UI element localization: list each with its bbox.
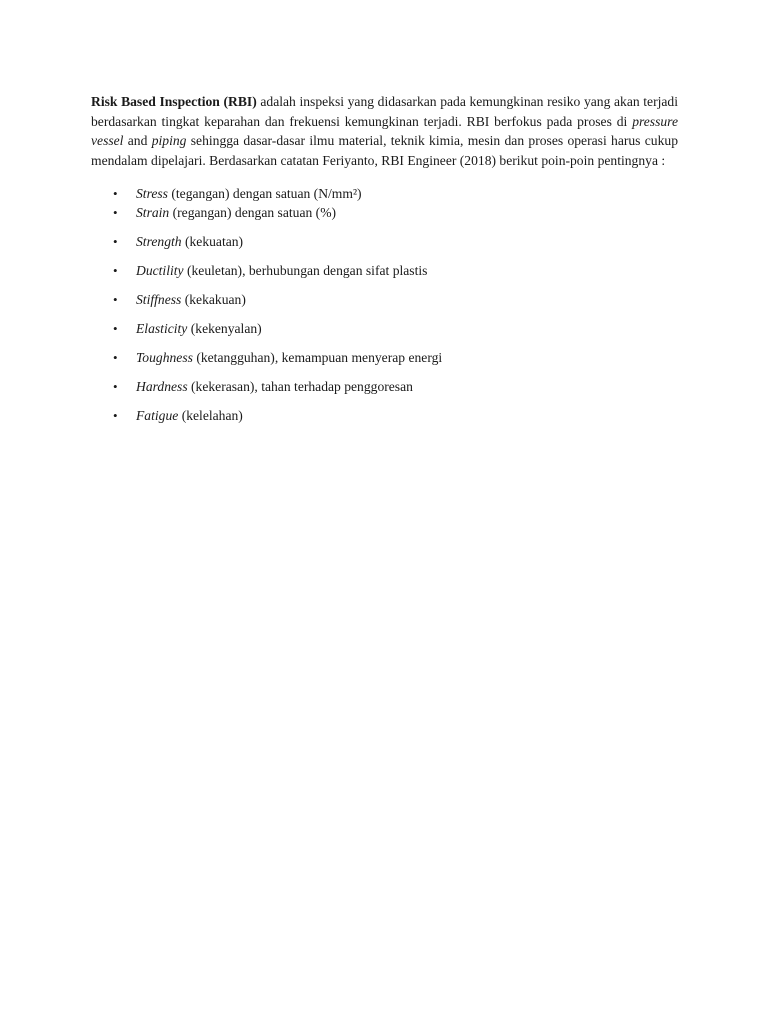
paragraph-text-3: sehingga dasar-dasar ilmu material, teknik kimia, mesin dan proses operasi harus cukup mendalam dipelajari. Berdasarkan catatan Feriyanto, RBI Engineer (2018) berikut poin-poin pentingnya : bbox=[91, 133, 678, 168]
paragraph-text-1: adalah inspeksi yang didasarkan pada kemungkinan resiko yang akan terjadi berdasarkan tingkat keparahan dan frekuensi kemungkinan terjadi. RBI berfokus pada proses di bbox=[91, 94, 678, 129]
bullet-icon: • bbox=[113, 321, 118, 336]
list-item-hardness bbox=[91, 377, 678, 396]
intro-paragraph bbox=[91, 92, 678, 170]
item-term: Toughness bbox=[136, 350, 193, 365]
list-item-strain bbox=[91, 203, 678, 222]
bullet-icon: • bbox=[113, 292, 118, 307]
item-term: Strength bbox=[136, 234, 182, 249]
bullet-icon: • bbox=[113, 408, 118, 423]
item-desc: (kekenyalan) bbox=[187, 321, 262, 336]
pressure-vessel-term: pressure vessel bbox=[91, 113, 678, 148]
properties-list bbox=[91, 184, 678, 425]
item-desc: (kekakuan) bbox=[181, 292, 246, 307]
item-desc: (tegangan) dengan satuan (N/mm²) bbox=[167, 186, 362, 201]
bullet-icon: • bbox=[113, 379, 118, 394]
rbi-term: Risk Based Inspection (RBI) bbox=[91, 94, 257, 109]
item-desc: (ketangguhan), kemampuan menyerap energi bbox=[192, 350, 443, 365]
item-desc: (kekerasan), tahan terhadap penggoresan bbox=[187, 379, 413, 394]
item-term: Hardness bbox=[136, 379, 188, 394]
item-term: Strain bbox=[136, 205, 170, 220]
list-item-toughness bbox=[91, 348, 678, 367]
item-desc: (keuletan), berhubungan dengan sifat plastis bbox=[183, 263, 428, 278]
piping-term: piping bbox=[151, 133, 187, 148]
bullet-icon: • bbox=[113, 350, 118, 365]
paragraph-text-2: and bbox=[123, 133, 152, 148]
bullet-icon: • bbox=[113, 205, 118, 220]
bullet-icon: • bbox=[113, 263, 118, 278]
list-item-fatigue bbox=[91, 406, 678, 425]
item-term: Elasticity bbox=[136, 321, 188, 336]
bullet-icon: • bbox=[113, 186, 118, 201]
list-item-stress bbox=[91, 184, 678, 203]
item-term: Stress bbox=[136, 186, 168, 201]
item-term: Fatigue bbox=[136, 408, 179, 423]
item-term: Stiffness bbox=[136, 292, 182, 307]
list-item-elasticity bbox=[91, 319, 678, 338]
list-item-ductility bbox=[91, 261, 678, 280]
item-desc: (regangan) dengan satuan (%) bbox=[169, 205, 337, 220]
item-term: Ductility bbox=[136, 263, 184, 278]
item-desc: (kekuatan) bbox=[181, 234, 244, 249]
item-desc: (kelelahan) bbox=[178, 408, 243, 423]
bullet-icon: • bbox=[113, 234, 118, 249]
list-item-stiffness bbox=[91, 290, 678, 309]
list-item-strength bbox=[91, 232, 678, 251]
